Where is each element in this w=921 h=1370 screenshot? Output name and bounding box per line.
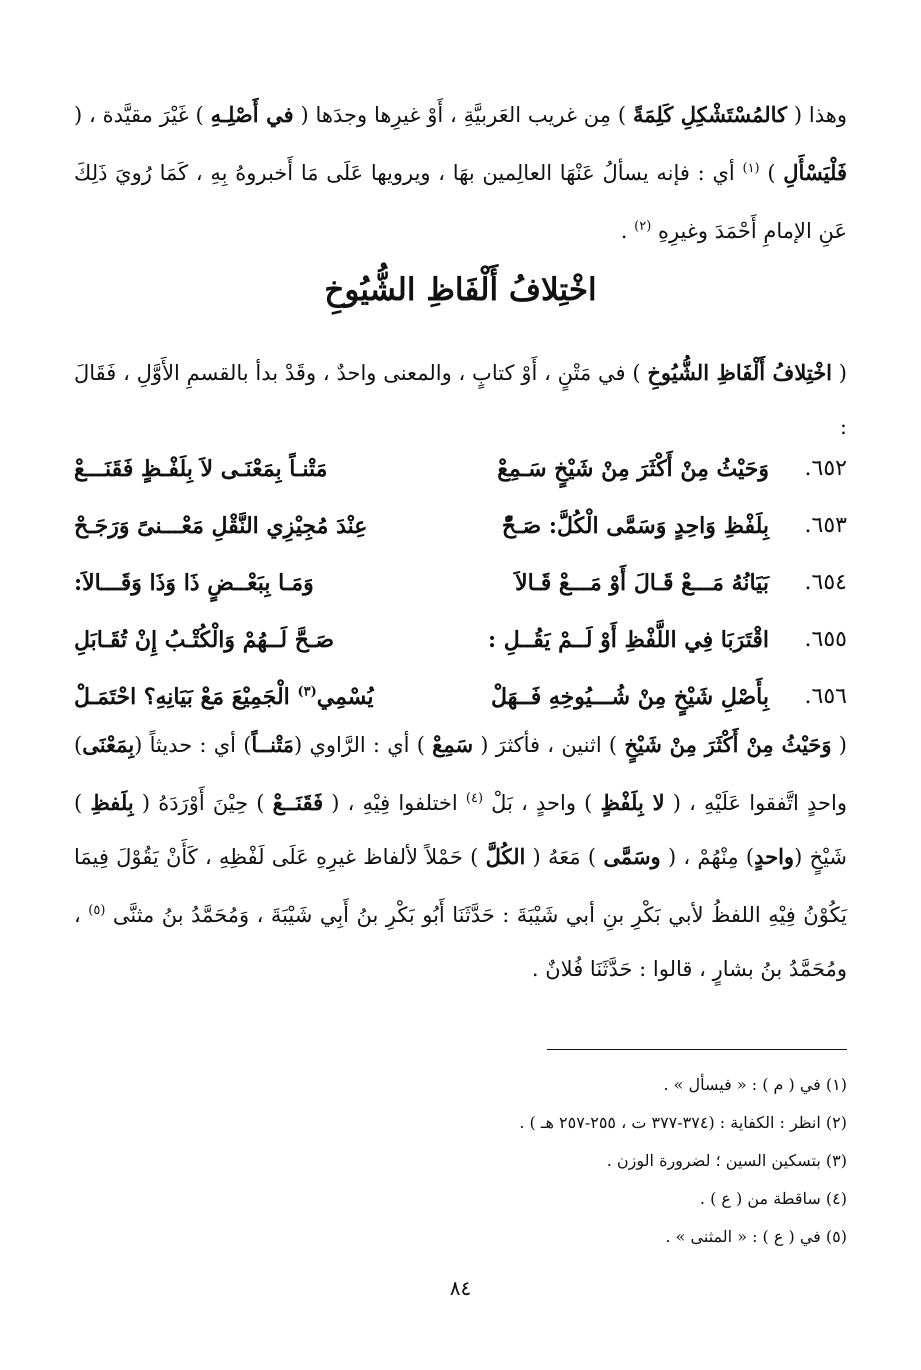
commentary-bold: بِلَفظِ — [90, 790, 134, 815]
commentary-text: ) اثنين ، فأكثرَ ( — [473, 733, 625, 757]
verse-first-hemistich: بِلَفْظِ وَاحِدٍ وَسَمَّى الْكُلَّ: صَـحّْ — [501, 512, 769, 539]
verse-number: ٦٥٥. — [804, 627, 847, 652]
footnote: (٤) ساقطة من ( ع ) . — [699, 1189, 847, 1208]
commentary-text: ) مَعَهُ ( — [525, 845, 604, 869]
verse-line — [74, 668, 847, 725]
verse-line — [74, 440, 847, 497]
footnote-ref[interactable]: (٢) — [634, 219, 652, 234]
commentary-text: ) أي : حديثاً ( — [134, 733, 252, 757]
intro-text: . — [620, 219, 635, 243]
page-number: ٨٤ — [449, 1276, 472, 1300]
verse-first-hemistich: وَحَيْثُ مِنْ أَكْثَرَ مِنْ شَيْخٍ سَـمِعْ — [497, 455, 769, 482]
footnote-ref[interactable]: (١) — [742, 161, 760, 176]
footnote-ref[interactable]: (٣) — [297, 684, 317, 700]
commentary-text: ) حِيْنَ أَوْرَدَهُ ( — [133, 791, 273, 815]
footnote-ref[interactable]: (٥) — [88, 903, 106, 918]
intro-paragraph — [74, 88, 847, 258]
section-intro-bold: اخْتِلافُ أَلْفَاظِ الشُّيُوخِ — [647, 360, 833, 385]
intro-text: ) — [759, 161, 784, 185]
footnote-divider — [547, 1049, 847, 1050]
verse-second-hemistich — [74, 684, 434, 710]
verse-text: الْجَمِيْعَ مَعْ بَيَانِهِ؟ احْتَمَـلْ — [74, 683, 298, 710]
intro-bold: كالمُسْتَشْكِلِ كَلِمَةً — [632, 102, 788, 127]
verse-first-hemistich: اقْتَرَبَا فِي اللَّفْظِ أَوْ لَــمْ يَقُــلِ : — [487, 626, 769, 653]
footnote: (١) في ( م ) : « فيسأل » . — [663, 1075, 847, 1094]
commentary-paragraph — [74, 718, 847, 996]
intro-text: أي : فإنه يسألُ عَنْهَا العالِمين بهَا ، ويرويها عَلَى مَا أَخبروهُ بِهِ ، كَمَا رُويَ ذَلِكَ عَنِ الإمامِ أَحْمَدَ وغيرِهِ — [74, 161, 847, 243]
verse-second-hemistich: صَـحَّ لَــهُمْ وَالْكُتْـبُ إِنْ تُقَـابَلِ — [74, 626, 335, 653]
footnote: (٣) بتسكين السين ؛ لضرورة الوزن . — [606, 1151, 847, 1170]
commentary-bold: مَتْنــاً — [251, 732, 295, 757]
footnotes-list — [74, 1066, 847, 1256]
commentary-text: ) أي : الرَّاوي ( — [294, 733, 433, 757]
commentary-bold: فَقَنَــعْ — [272, 790, 324, 815]
commentary-bold: واحدٍ — [754, 844, 795, 869]
commentary-bold: وسَمَّى — [603, 844, 661, 869]
verse-line — [74, 611, 847, 668]
commentary-bold: الكُلَّ — [485, 844, 526, 869]
verse-second-hemistich: مَتْنـاً بِمَعْنَـى لاَ بِلَفْـظٍ فَقَنَـــعْ — [74, 455, 328, 482]
verse-number: ٦٥٤. — [804, 570, 847, 595]
intro-text: ) مِن غريب العَربيَّةِ ، أَوْ غيرِها وجدَها ( — [293, 103, 633, 127]
section-heading: اخْتِلافُ أَلْفَاظِ الشُّيُوخِ — [324, 272, 597, 308]
commentary-bold: بِمَعْنَى — [82, 732, 135, 757]
commentary-bold: سَمِعْ — [432, 732, 474, 757]
verse-number: ٦٥٦. — [804, 684, 847, 709]
commentary-text: ، ومُحَمَّدُ بنُ بشارٍ ، قالوا : حَدَّثَنَا فُلانٌ . — [74, 903, 847, 981]
intro-bold: في أَصْلِـهِ — [210, 102, 294, 127]
verse-second-hemistich: عِنْدَ مُجِيْزِي النَّقْلِ مَعْـــنىً وَرَجَـحْ — [74, 512, 368, 539]
section-intro — [74, 346, 847, 454]
commentary-text: ) واحدٍ ، بَلْ — [483, 791, 601, 815]
commentary-text: ) شَيْخٍ ( — [74, 791, 848, 869]
commentary-text: اختلفوا فِيْهِ ، ( — [323, 791, 466, 815]
footnote: (٥) في ( ع ) : « المثنى » . — [665, 1227, 847, 1246]
commentary-text: ) مِنْهُمْ ، ( — [660, 845, 755, 869]
footnote: (٢) انظر : الكفاية : (٣٧٤-٣٧٧ ت ، ٢٥٥-٢٥٧ هـ ) . — [519, 1113, 847, 1132]
verses-block — [74, 440, 847, 725]
commentary-text: ( — [831, 733, 847, 757]
intro-text: وهذا ( — [787, 103, 847, 127]
footnote-ref[interactable]: (٤) — [465, 791, 484, 806]
intro-text: ) غَيْرَ مقيَّدة ، ( — [74, 103, 211, 127]
commentary-bold: وَحَيْثُ مِنْ أَكْثَرَ مِنْ شَيْخٍ — [624, 732, 832, 757]
commentary-bold: لا بِلَفْظٍ — [600, 790, 665, 815]
intro-bold: فَلْيَسْأَلِ — [783, 160, 847, 185]
section-intro-text: ( — [832, 361, 847, 385]
verse-number: ٦٥٣. — [804, 513, 847, 538]
section-intro-text: ) في مَتْنٍ ، أَوْ كتابٍ ، والمعنى واحدٌ ، وقَدْ بدأ بالقسمِ الأَوَّلِ ، فَقَالَ : — [74, 361, 847, 439]
verse-number: ٦٥٢. — [804, 456, 847, 481]
commentary-text: ) واحدٍ اتَّفقوا عَلَيْهِ ، ( — [74, 733, 847, 815]
commentary-text: ) حَمْلاً لألفاظ غيرِهِ عَلَى لَفْظِهِ ، كَأَنْ يَقُوْلَ فِيمَا يَكُوْنُ فِيْهِ اللفظُ لأبي بَكْرِ بنِ أبي شَيْبَةَ : حَدَّثَنَا أَبُو بَكْرِ بنُ أَبِي شَيْبَةَ ، وَمُحَمَّدُ بنُ مثنَّى — [74, 845, 848, 927]
verse-first-hemistich: بَيَانُهُ مَـــعْ قَـالَ أَوْ مَـــعْ قَـالاَ — [515, 569, 769, 596]
verse-word: يُسْمِي — [316, 683, 374, 710]
verse-line — [74, 497, 847, 554]
verse-second-hemistich: وَمَـا بِبَعْــضٍ ذَا وَذَا وَقَـــالاَ: — [74, 569, 314, 596]
verse-first-hemistich: بِأَصْلِ شَيْخٍ مِنْ شُـــيُوخِهِ فَــهَلْ — [491, 683, 769, 710]
verse-line — [74, 554, 847, 611]
